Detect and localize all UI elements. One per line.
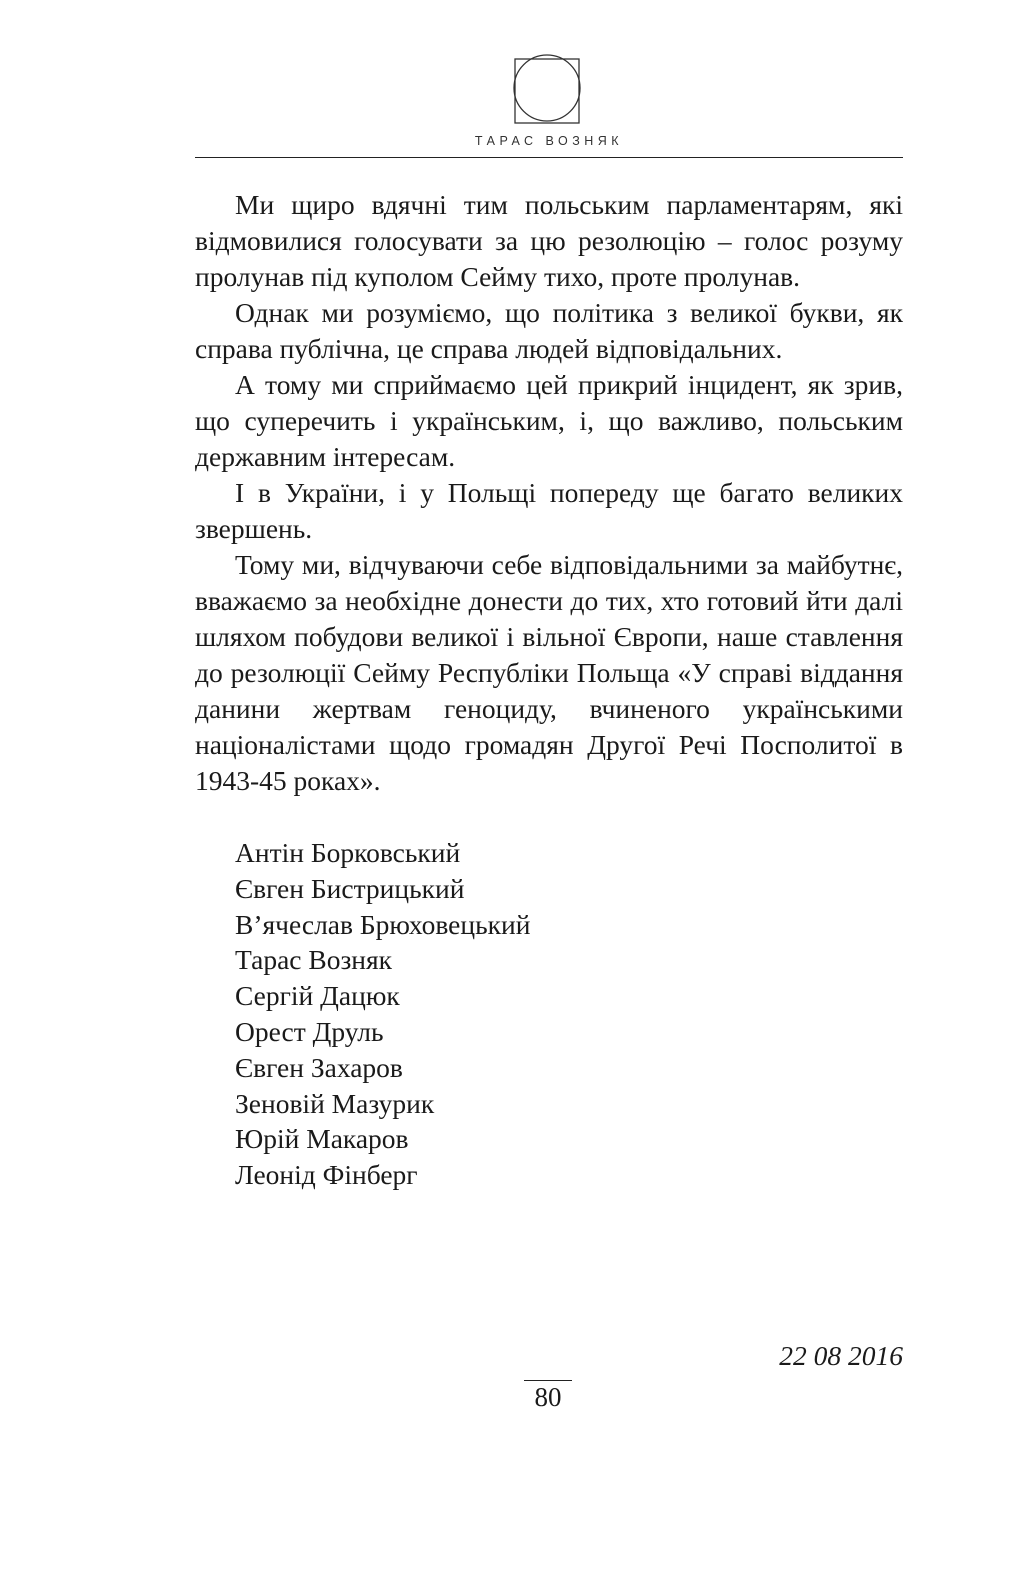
paragraph: Ми щиро вдячні тим польським парламентарям, які відмовилися голосувати за цю резолюцію – голос розуму пролунав під куполом Сейму тихо, проте пролунав.	[195, 189, 903, 292]
running-head-title: ТАРАС ВОЗНЯК	[474, 134, 624, 148]
signatory-name: Антін Борковський	[235, 837, 461, 868]
signatory-name: Зеновій Мазурик	[235, 1087, 435, 1119]
circle-square-emblem-icon	[507, 48, 587, 128]
signatory-name: Леонід Фінберг	[235, 1159, 418, 1191]
signatory-name: Сергій Дацюк	[235, 980, 400, 1012]
paragraph: Однак ми розуміємо, що політика з великої букви, як справа публічна, це справа людей відповідальних.	[195, 297, 903, 364]
body-text	[195, 187, 903, 799]
signatory-name: Тарас Возняк	[235, 944, 393, 976]
signatory-name: Юрій Макаров	[235, 1123, 409, 1155]
signatory-name: Євген Захаров	[235, 1051, 403, 1083]
paragraph: І в України, і у Польщі попереду ще багато великих звершень.	[195, 477, 903, 544]
document-date: 22 08 2016	[779, 1340, 903, 1371]
signatory-name: Орест Друль	[235, 1015, 384, 1047]
signatory-name: Євген Бистрицький	[235, 872, 465, 904]
signatories-list	[235, 835, 530, 1193]
page-number: 80	[534, 1382, 562, 1412]
page-number-rule	[524, 1380, 572, 1381]
paragraph: Тому ми, відчуваючи себе відповідальними за майбутнє, вважаємо за необхідне донести до тих, хто готовий йти далі шляхом побудови великої і вільної Європи, наше ставлення до резолюції Сейму Республіки Польща «У справі віддання данини жертвам геноциду, вчиненого українськими націоналістами щодо громадян Другої Речі Посполитої в 1943-45 роках».	[195, 549, 903, 796]
header-rule	[195, 157, 903, 158]
paragraph: А тому ми сприймаємо цей прикрий інцидент, як зрив, що суперечить і українським, і, що важливо, польським державним інтересам.	[195, 369, 903, 472]
signatory-name: В’ячеслав Брюховецький	[235, 908, 531, 940]
